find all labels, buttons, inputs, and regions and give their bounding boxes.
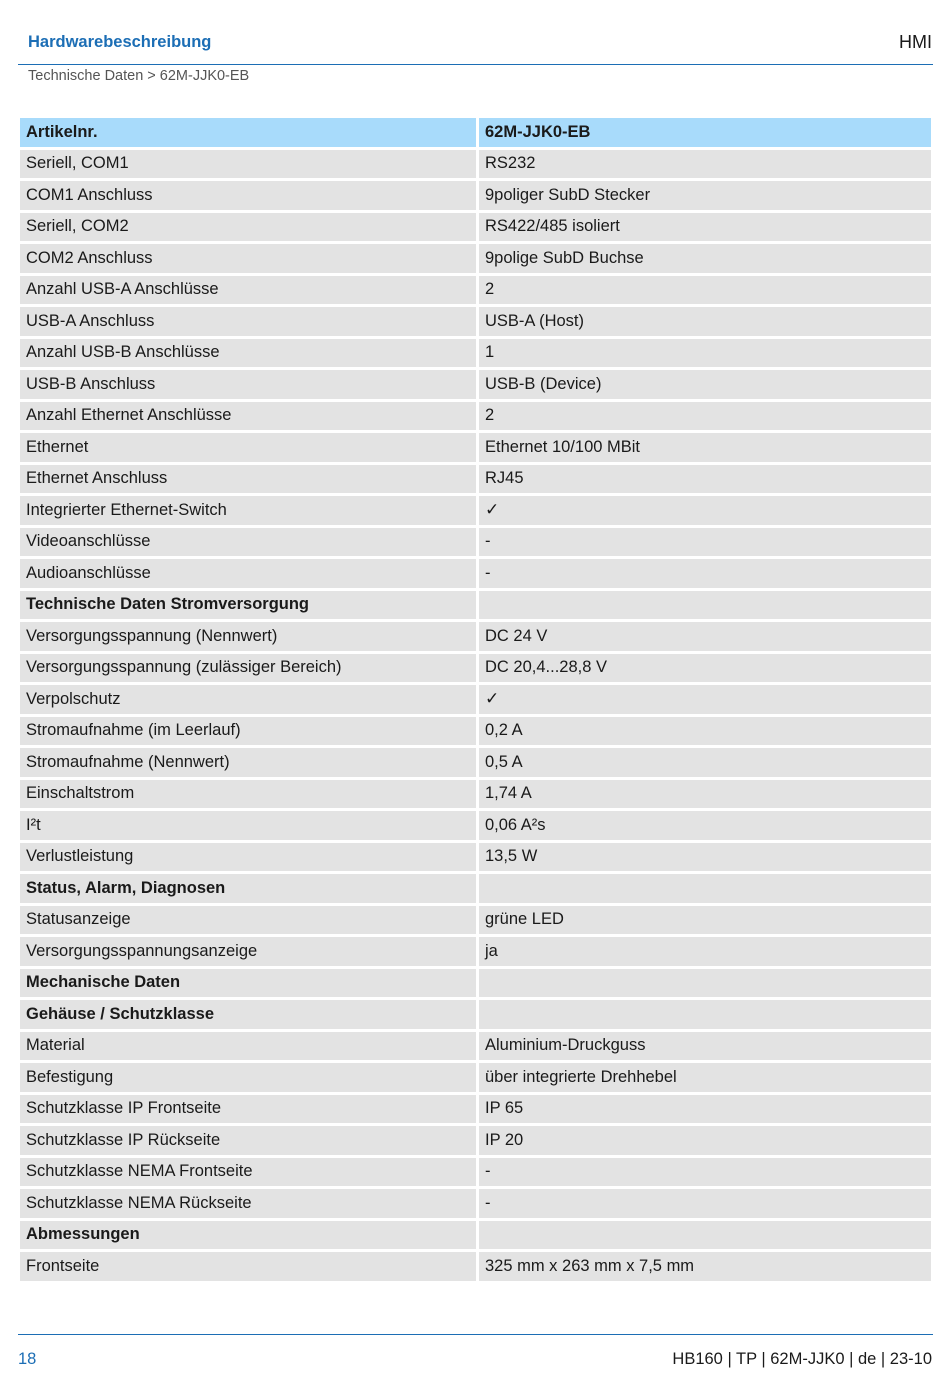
row-label-cell: Versorgungsspannung (zulässiger Bereich) — [20, 654, 476, 683]
row-value-cell: RS422/485 isoliert — [479, 213, 931, 242]
table-row — [20, 1063, 931, 1092]
table-row — [20, 150, 931, 179]
row-label-cell: Stromaufnahme (Nennwert) — [20, 748, 476, 777]
row-label-cell: Integrierter Ethernet-Switch — [20, 496, 476, 525]
table-row — [20, 1189, 931, 1218]
table-row — [20, 307, 931, 336]
row-label-cell: Gehäuse / Schutzklasse — [20, 1000, 476, 1029]
table-header-row — [20, 118, 931, 147]
row-label-cell: Material — [20, 1032, 476, 1061]
row-value-cell: DC 24 V — [479, 622, 931, 651]
row-value-cell — [479, 1000, 931, 1029]
header-label-cell: Artikelnr. — [20, 118, 476, 147]
spec-table — [17, 115, 934, 1284]
row-value-cell — [479, 969, 931, 998]
row-label-cell: Status, Alarm, Diagnosen — [20, 874, 476, 903]
table-row — [20, 465, 931, 494]
row-value-cell: 2 — [479, 276, 931, 305]
row-label-cell: Anzahl USB-A Anschlüsse — [20, 276, 476, 305]
row-value-cell: Aluminium-Druckguss — [479, 1032, 931, 1061]
row-value-cell: USB-B (Device) — [479, 370, 931, 399]
row-label-cell: USB-B Anschluss — [20, 370, 476, 399]
row-label-cell: Versorgungsspannung (Nennwert) — [20, 622, 476, 651]
row-value-cell: 0,5 A — [479, 748, 931, 777]
check-icon: ✓ — [479, 496, 931, 525]
row-value-cell: IP 20 — [479, 1126, 931, 1155]
row-value-cell: RS232 — [479, 150, 931, 179]
table-row — [20, 937, 931, 966]
row-label-cell: Seriell, COM1 — [20, 150, 476, 179]
row-label-cell: Seriell, COM2 — [20, 213, 476, 242]
row-value-cell: - — [479, 1158, 931, 1187]
row-label-cell: Anzahl USB-B Anschlüsse — [20, 339, 476, 368]
table-row — [20, 496, 931, 525]
row-label-cell: Technische Daten Stromversorgung — [20, 591, 476, 620]
row-value-cell: 1 — [479, 339, 931, 368]
header-value-cell: 62M-JJK0-EB — [479, 118, 931, 147]
row-value-cell: - — [479, 1189, 931, 1218]
row-value-cell: 0,2 A — [479, 717, 931, 746]
row-label-cell: Ethernet Anschluss — [20, 465, 476, 494]
breadcrumb: Technische Daten > 62M-JJK0-EB — [28, 68, 250, 84]
row-value-cell: 325 mm x 263 mm x 7,5 mm — [479, 1252, 931, 1281]
row-value-cell — [479, 874, 931, 903]
row-label-cell: Schutzklasse NEMA Frontseite — [20, 1158, 476, 1187]
row-label-cell: Versorgungsspannungsanzeige — [20, 937, 476, 966]
table-row — [20, 748, 931, 777]
table-row — [20, 1158, 931, 1187]
row-value-cell: 0,06 A²s — [479, 811, 931, 840]
table-row — [20, 559, 931, 588]
table-row — [20, 1095, 931, 1124]
row-value-cell: 2 — [479, 402, 931, 431]
row-label-cell: Mechanische Daten — [20, 969, 476, 998]
table-row — [20, 874, 931, 903]
row-value-cell — [479, 591, 931, 620]
table-row — [20, 843, 931, 872]
row-label-cell: Verpolschutz — [20, 685, 476, 714]
table-row — [20, 1032, 931, 1061]
table-row — [20, 1252, 931, 1281]
footer-divider — [18, 1334, 933, 1335]
row-value-cell: 9poliger SubD Stecker — [479, 181, 931, 210]
row-value-cell: über integrierte Drehhebel — [479, 1063, 931, 1092]
table-row — [20, 591, 931, 620]
document-title: Hardwarebeschreibung — [28, 33, 212, 51]
row-value-cell: USB-A (Host) — [479, 307, 931, 336]
row-label-cell: Schutzklasse IP Rückseite — [20, 1126, 476, 1155]
row-value-cell: RJ45 — [479, 465, 931, 494]
table-row — [20, 622, 931, 651]
table-row — [20, 528, 931, 557]
row-value-cell — [479, 1221, 931, 1250]
table-row — [20, 717, 931, 746]
table-row — [20, 1221, 931, 1250]
row-label-cell: COM1 Anschluss — [20, 181, 476, 210]
table-row — [20, 811, 931, 840]
check-icon: ✓ — [479, 685, 931, 714]
table-row — [20, 402, 931, 431]
row-value-cell: ja — [479, 937, 931, 966]
row-label-cell: Videoanschlüsse — [20, 528, 476, 557]
row-label-cell: Audioanschlüsse — [20, 559, 476, 588]
table-row — [20, 780, 931, 809]
row-value-cell: grüne LED — [479, 906, 931, 935]
table-row — [20, 181, 931, 210]
row-value-cell: 9polige SubD Buchse — [479, 244, 931, 273]
row-value-cell: - — [479, 528, 931, 557]
row-label-cell: Frontseite — [20, 1252, 476, 1281]
row-value-cell: DC 20,4...28,8 V — [479, 654, 931, 683]
row-label-cell: Statusanzeige — [20, 906, 476, 935]
document-reference: HB160 | TP | 62M-JJK0 | de | 23-10 — [672, 1350, 932, 1368]
table-row — [20, 1000, 931, 1029]
table-row — [20, 339, 931, 368]
row-label-cell: Anzahl Ethernet Anschlüsse — [20, 402, 476, 431]
row-label-cell: Schutzklasse IP Frontseite — [20, 1095, 476, 1124]
row-label-cell: Abmessungen — [20, 1221, 476, 1250]
header-divider — [18, 64, 933, 65]
row-label-cell: Stromaufnahme (im Leerlauf) — [20, 717, 476, 746]
row-label-cell: Ethernet — [20, 433, 476, 462]
row-value-cell: Ethernet 10/100 MBit — [479, 433, 931, 462]
row-value-cell: IP 65 — [479, 1095, 931, 1124]
table-row — [20, 276, 931, 305]
row-label-cell: I²t — [20, 811, 476, 840]
table-row — [20, 433, 931, 462]
table-row — [20, 969, 931, 998]
row-label-cell: USB-A Anschluss — [20, 307, 476, 336]
page-number: 18 — [18, 1350, 37, 1368]
table-row — [20, 213, 931, 242]
row-label-cell: Einschaltstrom — [20, 780, 476, 809]
row-value-cell: 1,74 A — [479, 780, 931, 809]
row-label-cell: Schutzklasse NEMA Rückseite — [20, 1189, 476, 1218]
row-label-cell: Befestigung — [20, 1063, 476, 1092]
section-label: HMI — [899, 32, 932, 52]
row-value-cell: 13,5 W — [479, 843, 931, 872]
table-row — [20, 244, 931, 273]
table-row — [20, 370, 931, 399]
table-row — [20, 906, 931, 935]
row-label-cell: COM2 Anschluss — [20, 244, 476, 273]
table-row — [20, 654, 931, 683]
table-row — [20, 685, 931, 714]
table-row — [20, 1126, 931, 1155]
row-label-cell: Verlustleistung — [20, 843, 476, 872]
row-value-cell: - — [479, 559, 931, 588]
